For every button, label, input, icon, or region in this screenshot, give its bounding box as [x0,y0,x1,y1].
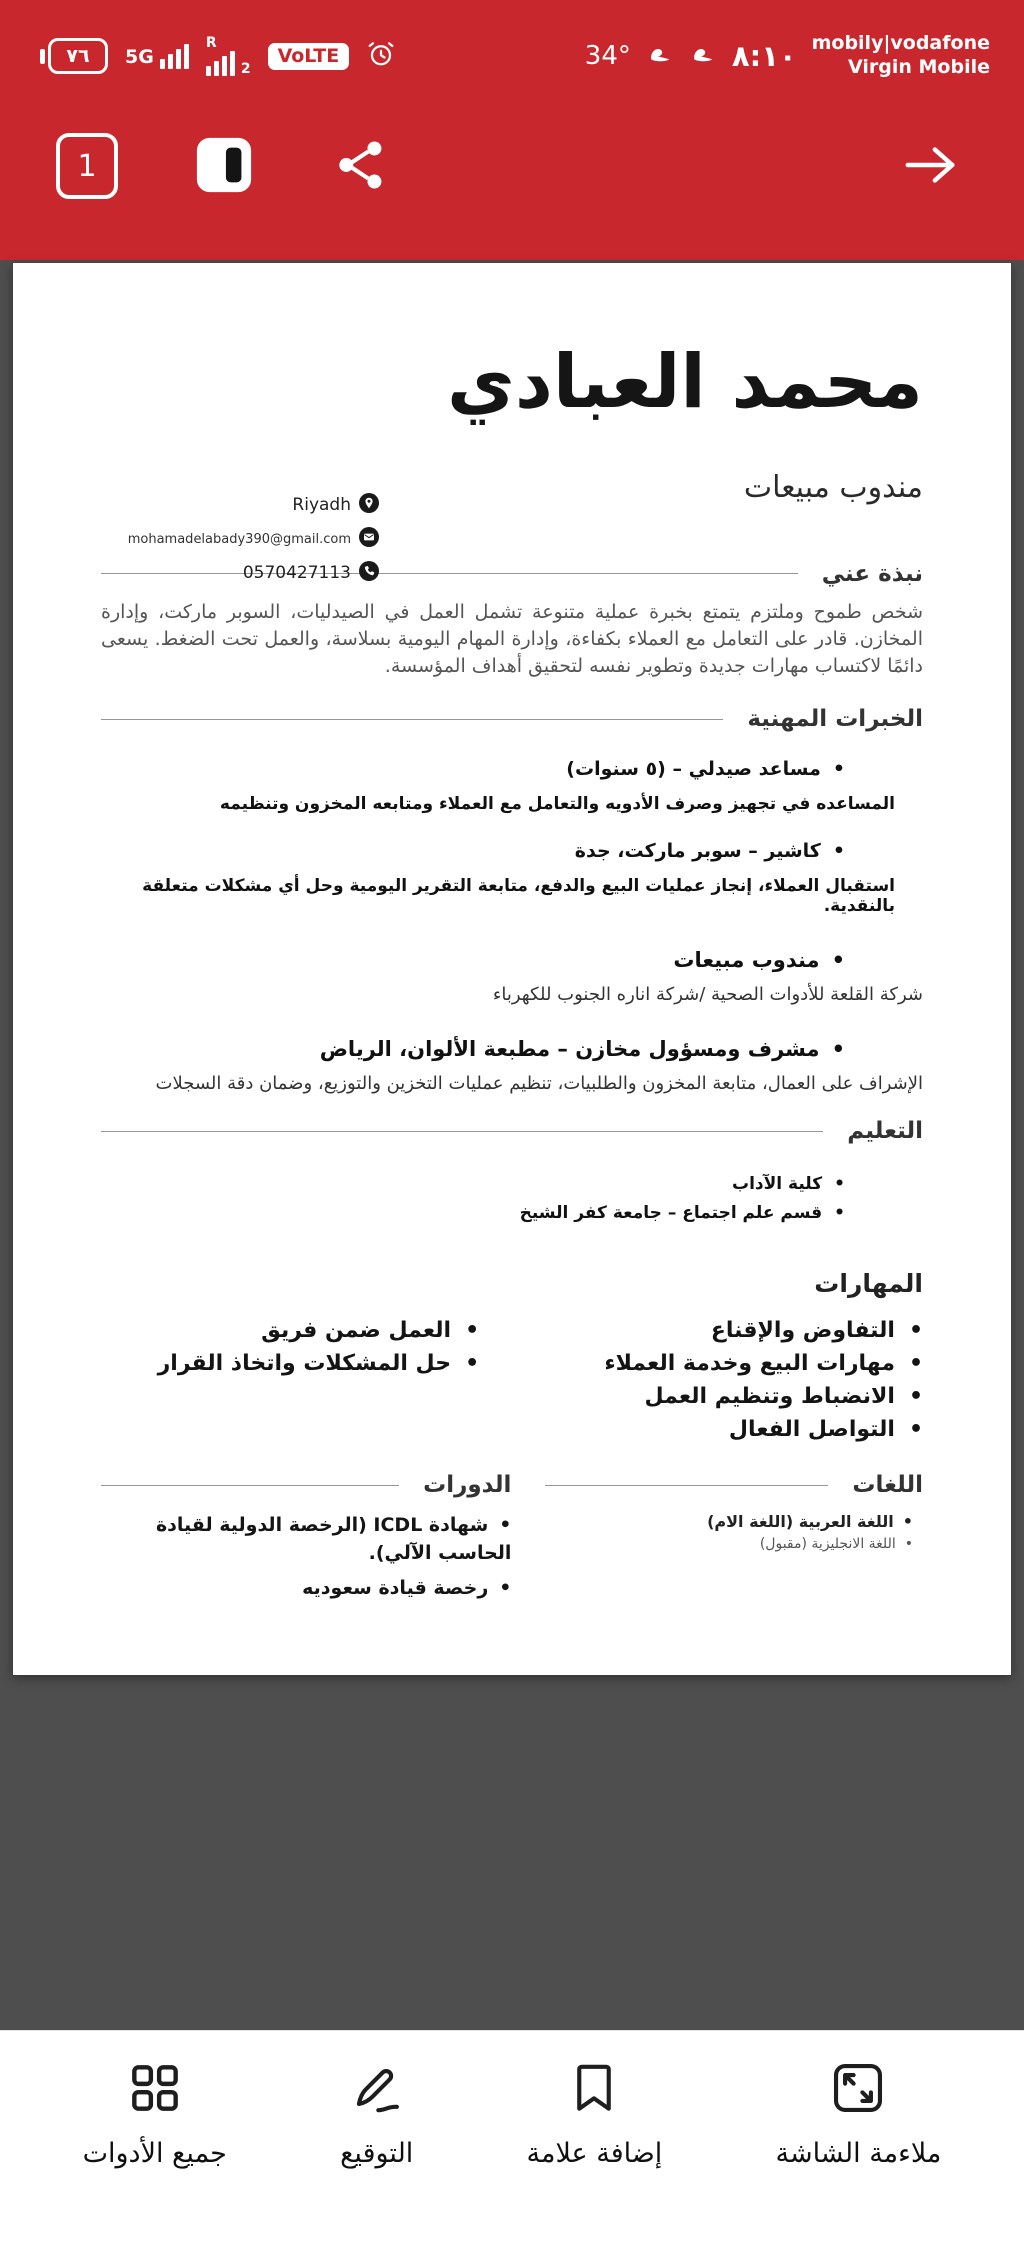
battery-indicator [40,38,108,74]
skills-column-right [479,1314,923,1446]
skill-item: • حل المشكلات واتخاذ القرار [101,1347,479,1380]
battery-cap-icon [40,49,45,64]
contact-block [128,493,379,585]
experience-heading-label: الخبرات المهنية [747,706,923,733]
section-divider [545,1485,828,1486]
roaming-label: R [205,34,217,51]
network-type-label: 5G [125,45,154,68]
bottom-toolbar [0,2030,1024,2264]
section-divider [101,1131,823,1132]
skill-item: • العمل ضمن فريق [101,1314,479,1347]
skill-item: • مهارات البيع وخدمة العملاء [479,1347,923,1380]
languages-column [545,1472,923,1603]
temperature-label: 34° [584,41,631,71]
document-viewer [0,260,1024,2030]
all-tools-button[interactable] [83,2057,227,2169]
contact-phone-row [243,561,379,585]
bookmark-icon [563,2057,625,2122]
cv-job-title: مندوب مبيعات [743,469,923,505]
signature-label: التوقيع [340,2138,414,2169]
section-experience-heading [101,706,923,732]
page-number-indicator[interactable] [56,133,118,199]
contact-email-row [128,527,379,551]
share-button[interactable] [330,134,392,199]
all-tools-icon [124,2057,186,2122]
experience-item-title: • مندوب مبيعات [107,948,923,972]
location-label: Riyadh [292,495,351,515]
alarm-clock-icon [366,39,396,73]
skills-columns [101,1314,923,1446]
add-bookmark-button[interactable] [527,2057,663,2169]
section-divider [101,719,723,720]
section-courses-heading [101,1472,511,1498]
section-education-heading [101,1118,923,1144]
skills-heading-label: المهارات [814,1269,923,1299]
signal-bars-icon [160,44,189,69]
languages-list [545,1512,923,1552]
location-pin-icon [359,493,379,517]
carrier-line1: mobily|vodafone [811,32,990,55]
signal-bars-icon [206,51,235,76]
skill-item: • التواصل الفعال [479,1413,923,1446]
back-button[interactable] [902,143,960,190]
sim2-index-label: 2 [240,60,251,77]
clock-time-label: ٨:١٠ [731,39,797,73]
contact-location-row [292,493,379,517]
add-bookmark-label: إضافة علامة [526,2138,663,2169]
education-item: • قسم علم اجتماع – جامعة كفر الشيخ [101,1203,845,1223]
experience-item-desc: شركة القلعة للأدوات الصحية /شركة اناره الجنوب للكهرباء [492,984,923,1006]
page-view-mode-button[interactable] [194,135,254,198]
weather-glyph-icon [689,42,717,70]
language-item: • اللغة الانجليزية (مقبول) [545,1536,913,1552]
signal-sim1 [125,44,189,69]
experience-item-desc: استقبال العملاء، إنجاز عمليات البيع والدفع، متابعة التقرير اليومية وحل أي مشكلات متعلقة بالنقدية. [142,876,895,917]
all-tools-label: جميع الأدوات [82,2138,227,2169]
skill-item: • التفاوض والإقناع [479,1314,923,1347]
weather-glyph-icon [646,42,674,70]
carrier-labels [812,32,990,80]
signal-sim2 [205,34,251,77]
experience-item-title: • مساعد صيدلي – (٥ سنوات) [107,758,923,780]
language-item: • اللغة العربية (اللغة الام) [545,1512,913,1531]
skill-item: • الانضباط وتنظيم العمل [479,1380,923,1413]
experience-item-desc: المساعده في تجهيز وصرف الأدويه والتعامل مع العملاء ومتابعه المخزون وتنظيمه [219,794,895,815]
fit-screen-icon [827,2057,889,2122]
about-text: شخص طموح وملتزم يتمتع بخبرة عملية متنوعة تشمل العمل في الصيدليات، السوبر ماركت، وإدارة المخازن. قادر على التعامل مع العملاء بكفاءة، وإدارة المهام اليومية بسلاسة، والعمل تحت الضغط. يسعى دائمًا لاكتساب مهارات جديدة وتطوير نفسه لتحقيق أهداف المؤسسة. [101,600,923,678]
experience-item-title: • كاشير – سوبر ماركت، جدة [107,840,923,862]
email-label: mohamadelabady390@gmail.com [127,531,351,547]
cv-name: محمد العبادي [447,339,923,425]
languages-courses-row [101,1472,923,1603]
email-icon [359,527,379,551]
phone-icon [359,561,379,585]
cv-document [13,263,1011,1675]
share-icon [330,134,392,199]
forward-arrow-icon [902,143,960,190]
skills-column-left [101,1314,479,1446]
about-heading-label: نبذة عني [821,560,923,587]
battery-level: ٧٦ [48,38,108,74]
course-item: • رخصة قيادة سعوديه [101,1575,511,1603]
page-view-icon [194,135,254,198]
courses-list [101,1512,511,1603]
experience-list [101,758,923,1094]
courses-column [101,1472,511,1603]
carrier-line2: Virgin Mobile [848,56,990,78]
experience-item-title: • مشرف ومسؤول مخازن – مطبعة الألوان، الرياض [107,1037,923,1061]
course-item: • شهادة ICDL (الرخصة الدولية لقيادة الحاسب الآلي). [101,1512,511,1567]
section-languages-heading [545,1472,923,1498]
courses-heading-label: الدورات [423,1472,512,1499]
signature-button[interactable] [340,2057,413,2169]
status-bar [0,0,1024,96]
experience-item-desc: الإشراف على العمال، متابعة المخزون والطلبيات، تنظيم عمليات التخزين والتوزيع، وضمان دقة السجلات [155,1073,923,1095]
education-list [101,1174,923,1223]
fit-screen-button[interactable] [775,2057,941,2169]
app-header [0,0,1024,260]
pdf-page[interactable] [13,263,1011,1675]
education-item: • كلية الآداب [101,1174,845,1194]
fit-screen-label: ملاءمة الشاشة [775,2138,942,2169]
section-divider [101,1485,399,1486]
education-heading-label: التعليم [847,1118,923,1145]
page-number-label: 1 [77,148,97,184]
volte-badge: VoLTE [268,43,350,70]
signature-icon [346,2057,408,2122]
viewer-toolbar [0,96,1024,246]
phone-label: 0570427113 [242,563,351,583]
languages-heading-label: اللغات [852,1472,923,1499]
